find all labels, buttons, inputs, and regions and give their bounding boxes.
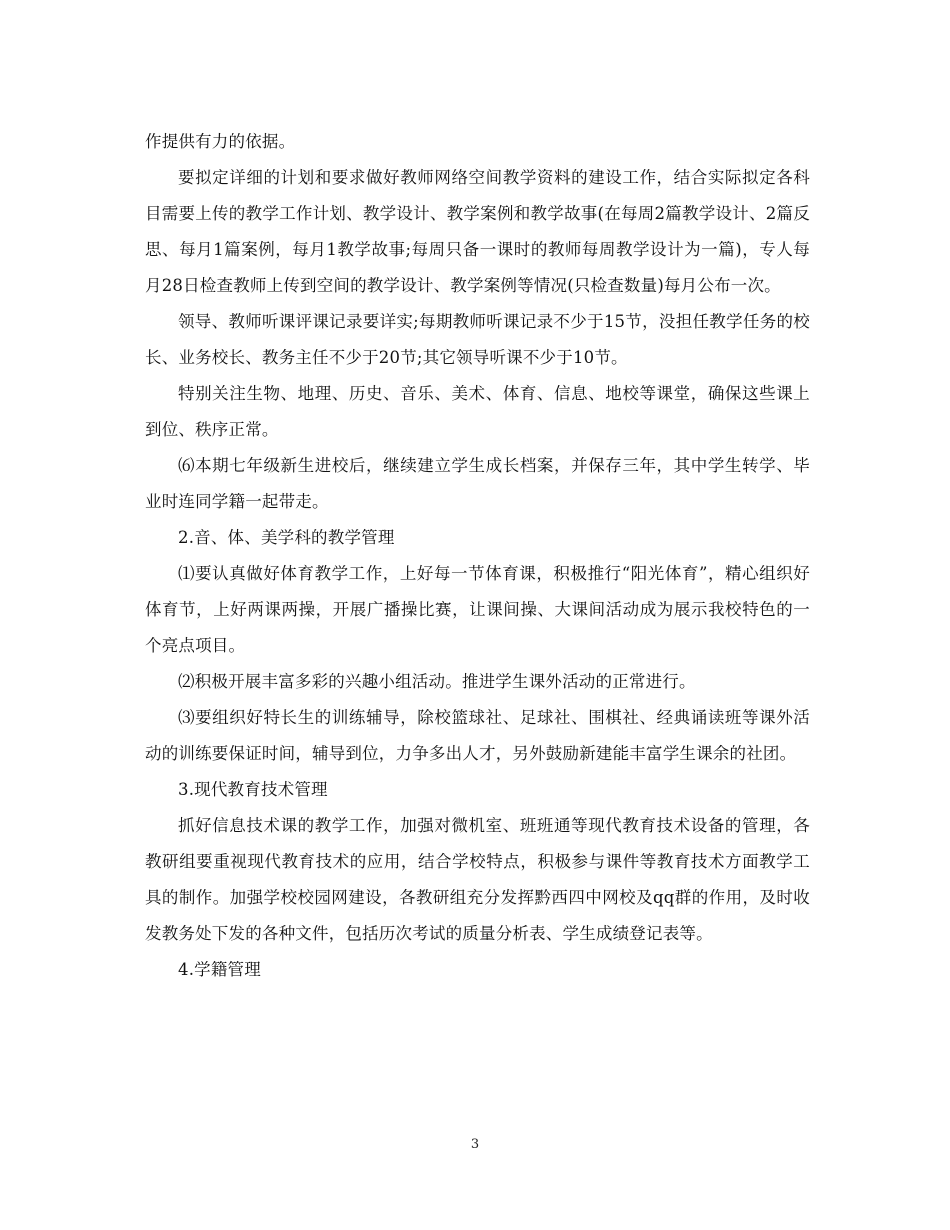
paragraph: 特别关注生物、地理、历史、音乐、美术、体育、信息、地校等课堂，确保这些课上到位、秩序正常。: [145, 384, 810, 439]
section-heading: 4.学籍管理: [178, 960, 261, 979]
paragraph: 领导、教师听课评课记录要详实;每期教师听课记录不少于15节，没担任教学任务的校长、业务校长、教务主任不少于20节;其它领导听课不少于10节。: [145, 312, 810, 367]
section-heading: 3.现代教育技术管理: [178, 780, 328, 799]
paragraph: 作提供有力的依据。: [145, 132, 296, 151]
paragraph: 要拟定详细的计划和要求做好教师网络空间教学资料的建设工作，结合实际拟定各科目需要上传的教学工作计划、教学设计、教学案例和教学故事(在每周2篇教学设计、2篇反思、每月1篇案例，每月1教学故事;每周只备一课时的教师每周教学设计为一篇)，专人每月28日检查教师上传到空间的教学设计、教学案例等情况(只检查数量)每月公布一次。: [145, 168, 810, 295]
paragraph: ⑵积极开展丰富多彩的兴趣小组活动。推进学生课外活动的正常进行。: [178, 672, 696, 691]
section-heading: 2.音、体、美学科的教学管理: [178, 528, 395, 547]
page-number: 3: [470, 1137, 480, 1152]
document-body: [145, 124, 810, 988]
paragraph: ⑴要认真做好体育教学工作，上好每一节体育课，积极推行“阳光体育”，精心组织好体育节，上好两课两操，开展广播操比赛，让课间操、大课间活动成为展示我校特色的一个亮点项目。: [145, 564, 810, 655]
paragraph: ⑹本期七年级新生进校后，继续建立学生成长档案，并保存三年，其中学生转学、毕业时连同学籍一起带走。: [145, 456, 810, 511]
paragraph: ⑶要组织好特长生的训练辅导，除校篮球社、足球社、围棋社、经典诵读班等课外活动的训练要保证时间，辅导到位，力争多出人才，另外鼓励新建能丰富学生课余的社团。: [145, 708, 810, 763]
paragraph: 抓好信息技术课的教学工作，加强对微机室、班班通等现代教育技术设备的管理，各教研组要重视现代教育技术的应用，结合学校特点，积极参与课件等教育技术方面教学工具的制作。加强学校校园网建设，各教研组充分发挥黔西四中网校及qq群的作用，及时收发教务处下发的各种文件，包括历次考试的质量分析表、学生成绩登记表等。: [145, 816, 810, 943]
